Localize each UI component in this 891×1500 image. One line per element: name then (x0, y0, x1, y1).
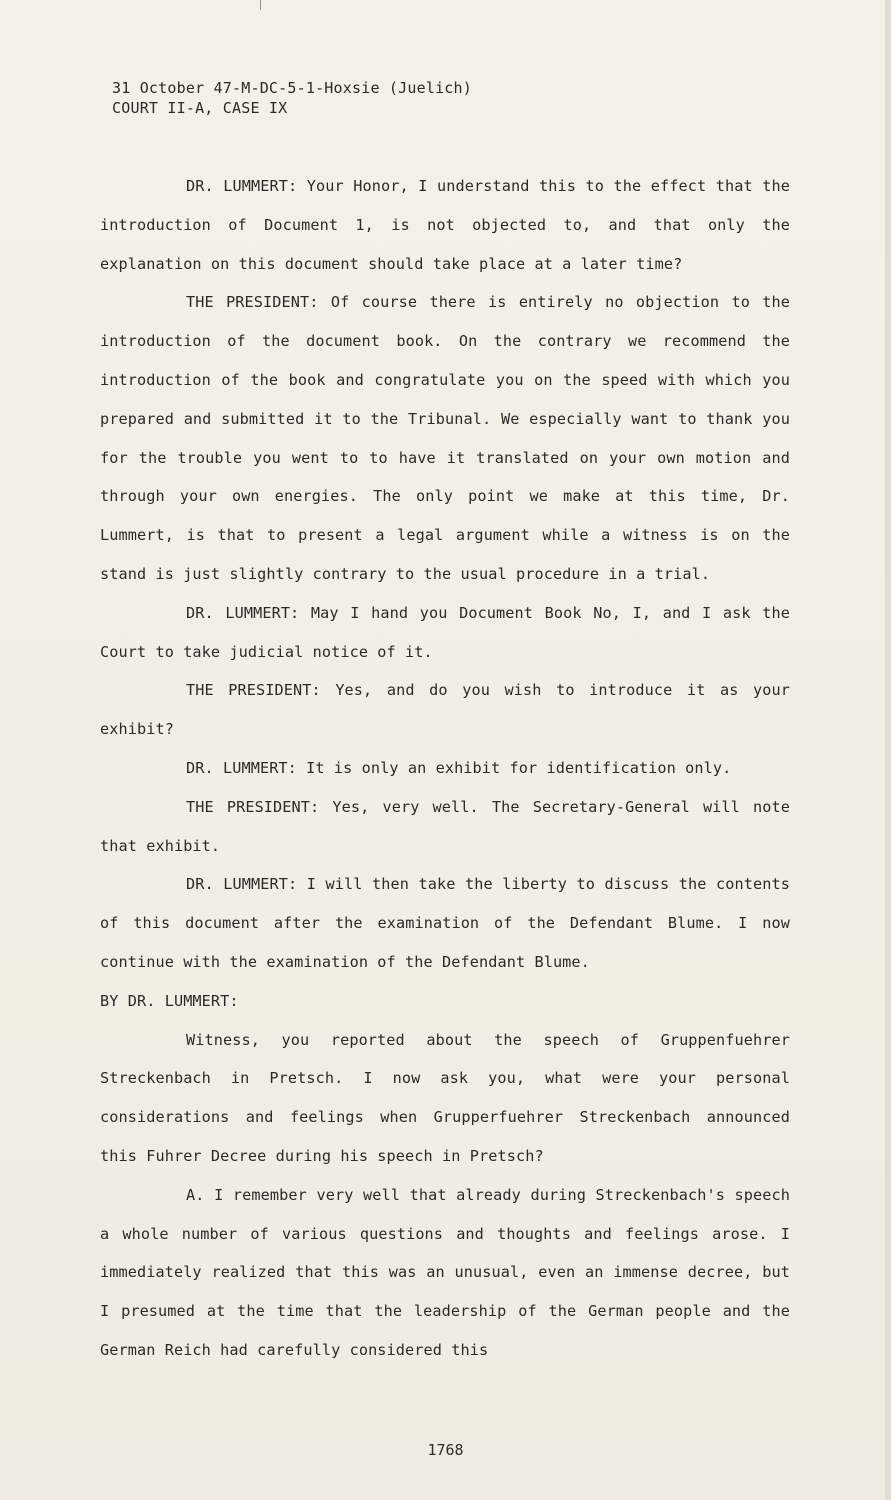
paragraph-president-2: THE PRESIDENT: Yes, and do you wish to introduce it as your exhibit? (100, 681, 790, 739)
page-number: 1768 (427, 1441, 464, 1459)
examiner-heading: BY DR. LUMMERT: (100, 991, 239, 1010)
paragraph-president-1: THE PRESIDENT: Of course there is entirely no objection to the introduction of the document book. On the contrary we recommend the introduction of the book and congratulate you on the speed with which you prepared and submitted it to the Tribunal. We especially want to thank you for the trouble you went to to have it translated on your own motion and through your own energies. The only point we make at this time, Dr. Lummert, is that to present a legal argument while a witness is on the stand is just slightly contrary to the usual procedure in a trial. (100, 293, 790, 583)
top-mark (260, 0, 261, 10)
paragraph-lummert-1: DR. LUMMERT: Your Honor, I understand this to the effect that the introduction of Document 1, is not objected to, and that only the explanation on this document should take place at a later time? (100, 177, 790, 273)
paragraph-lummert-4: DR. LUMMERT: I will then take the liberty to discuss the contents of this document after the examination of the Defendant Blume. I now continue with the examination of the Defendant Blume. (100, 875, 790, 971)
paragraph-answer: A. I remember very well that already during Streckenbach's speech a whole number of various questions and thoughts and feelings arose. I immediately realized that this was an unusual, even an immense decree, but I presumed at the time that the leadership of the German people and the German Reich had carefully considered this (100, 1185, 790, 1359)
paragraph-question: Witness, you reported about the speech of Gruppenfuehrer Streckenbach in Pretsch. I now ask you, what were your personal considerations and feelings when Grupperfuehrer Streckenbach announced this Fuhrer Decree during his speech in Pretsch? (100, 1030, 790, 1165)
paragraph-lummert-3: DR. LUMMERT: It is only an exhibit for identification only. (186, 758, 732, 777)
paragraph-president-3: THE PRESIDENT: Yes, very well. The Secretary-General will note that exhibit. (100, 797, 790, 855)
paragraph-lummert-2: DR. LUMMERT: May I hand you Document Book No, I, and I ask the Court to take judicial notice of it. (100, 603, 790, 661)
header-court-line: COURT II-A, CASE IX (112, 99, 288, 117)
header-date-line: 31 October 47-M-DC-5-1-Hoxsie (Juelich) (112, 79, 472, 97)
document-header (112, 78, 472, 118)
transcript-body (100, 167, 790, 1370)
page-edge (885, 0, 891, 1500)
